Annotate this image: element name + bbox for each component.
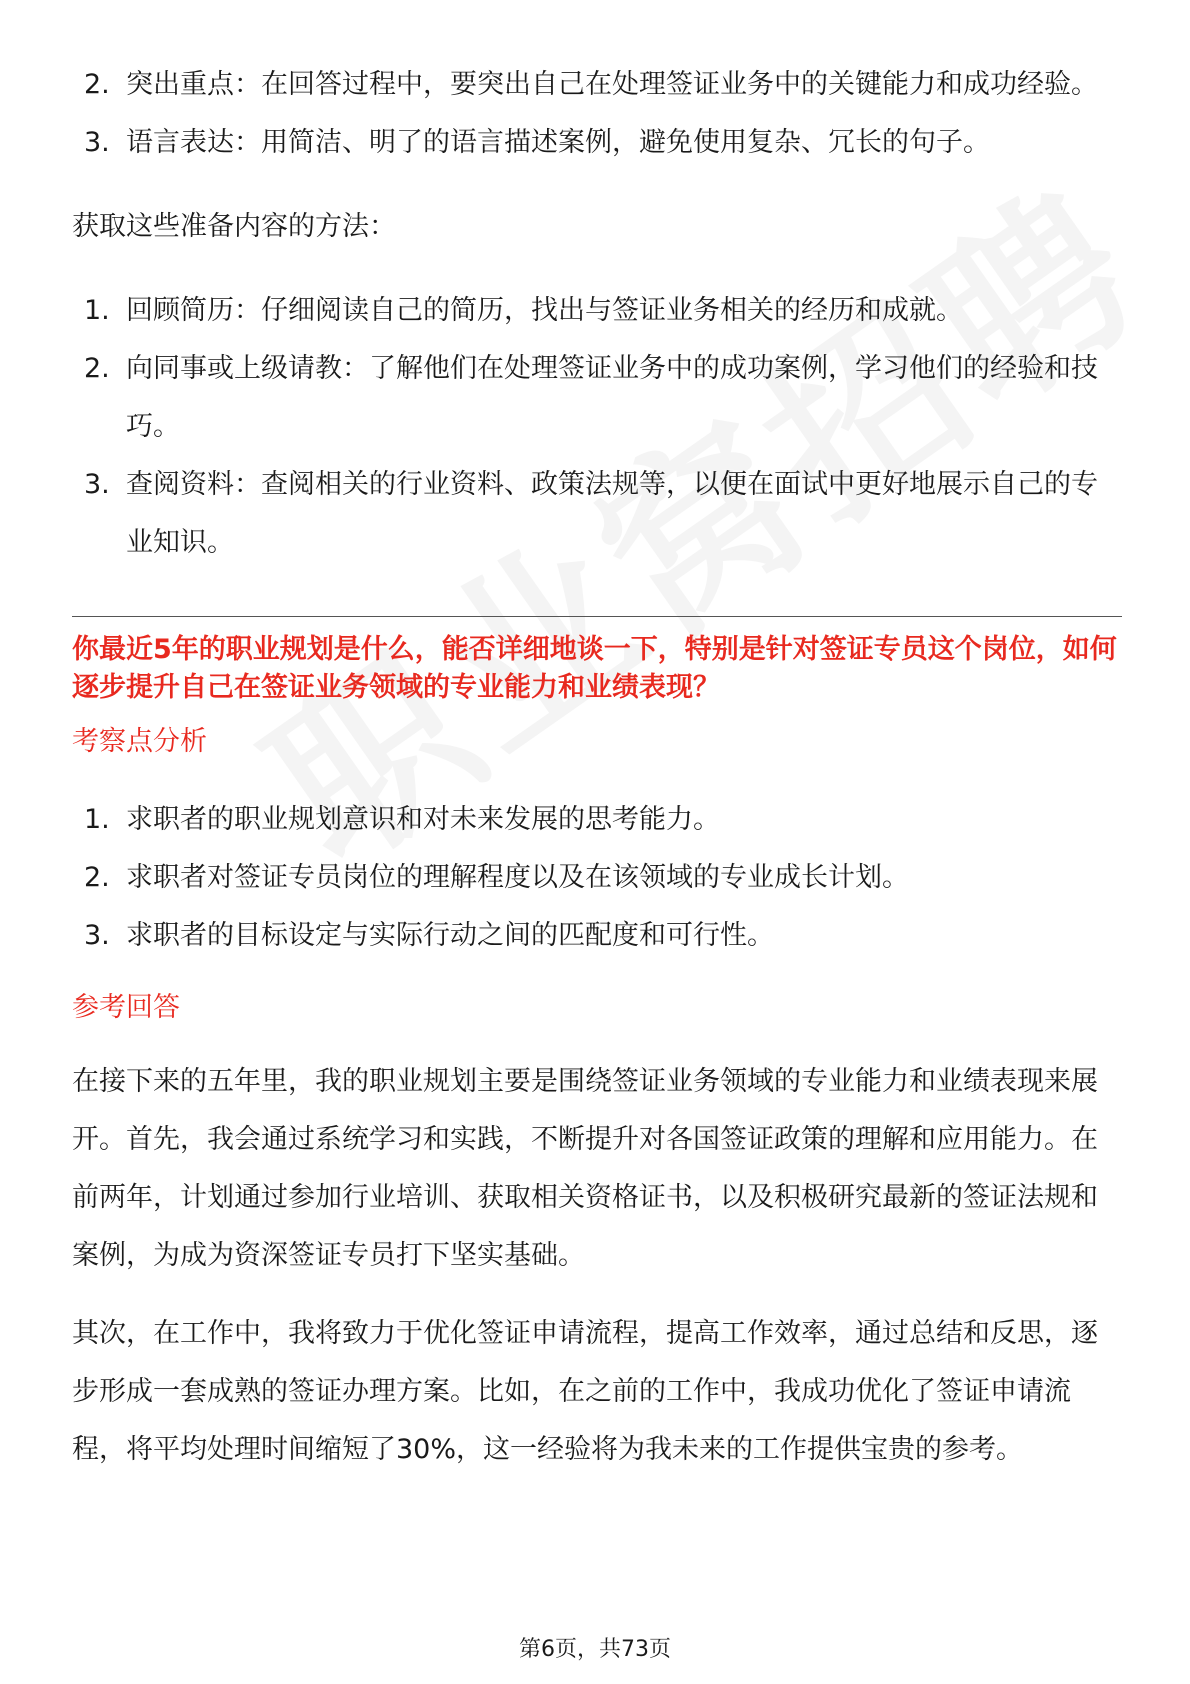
list-text: 语言表达：用简洁、明了的语言描述案例，避免使用复杂、冗长的句子。 [126,127,990,158]
methods-list [72,282,1122,572]
list-item [72,282,1122,340]
interview-question: 你最近5年的职业规划是什么，能否详细地谈一下，特别是针对签证专员这个岗位，如何逐步提升自己在签证业务领域的专业能力和业绩表现？ [72,634,1117,703]
list-item [72,907,1122,965]
list-item [72,56,1122,114]
list-number: 2. [84,862,110,893]
list-item [72,849,1122,907]
list-text: 求职者的职业规划意识和对未来发展的思考能力。 [126,804,720,835]
list-number: 3. [84,920,110,951]
list-text: 向同事或上级请教：了解他们在处理签证业务中的成功案例，学习他们的经验和技巧。 [126,353,1098,442]
list-text: 求职者对签证专员岗位的理解程度以及在该领域的专业成长计划。 [126,862,909,893]
preparation-tips-list [72,56,1122,172]
answer-paragraph: 其次，在工作中，我将致力于优化签证申请流程，提高工作效率，通过总结和反思，逐步形成一套成熟的签证办理方案。比如，在之前的工作中，我成功优化了签证申请流程，将平均处理时间缩短了30%，这一经验将为我未来的工作提供宝贵的参考。 [72,1318,1098,1465]
answer-paragraph: 在接下来的五年里，我的职业规划主要是围绕签证业务领域的专业能力和业绩表现来展开。首先，我会通过系统学习和实践，不断提升对各国签证政策的理解和应用能力。在前两年，计划通过参加行业培训、获取相关资格证书，以及积极研究最新的签证法规和案例，为成为资深签证专员打下坚实基础。 [72,1066,1098,1271]
list-item [72,114,1122,172]
list-text: 突出重点：在回答过程中，要突出自己在处理签证业务中的关键能力和成功经验。 [126,69,1098,100]
page-content [72,56,1122,1479]
list-text: 查阅资料：查阅相关的行业资料、政策法规等，以便在面试中更好地展示自己的专业知识。 [126,469,1098,558]
list-item [72,456,1122,572]
list-text: 求职者的目标设定与实际行动之间的匹配度和可行性。 [126,920,774,951]
methods-heading: 获取这些准备内容的方法： [72,211,396,242]
analysis-heading: 考察点分析 [72,726,207,757]
list-number: 3. [84,127,110,158]
list-number: 1. [84,295,110,326]
list-number: 3. [84,469,110,500]
list-item [72,340,1122,456]
list-number: 1. [84,804,110,835]
list-item [72,791,1122,849]
reference-answer-heading: 参考回答 [72,992,180,1023]
list-text: 回顾简历：仔细阅读自己的简历，找出与签证业务相关的经历和成就。 [126,295,963,326]
page-number: 第6页，共73页 [519,1637,671,1662]
analysis-list [72,791,1122,965]
list-number: 2. [84,353,110,384]
list-number: 2. [84,69,110,100]
